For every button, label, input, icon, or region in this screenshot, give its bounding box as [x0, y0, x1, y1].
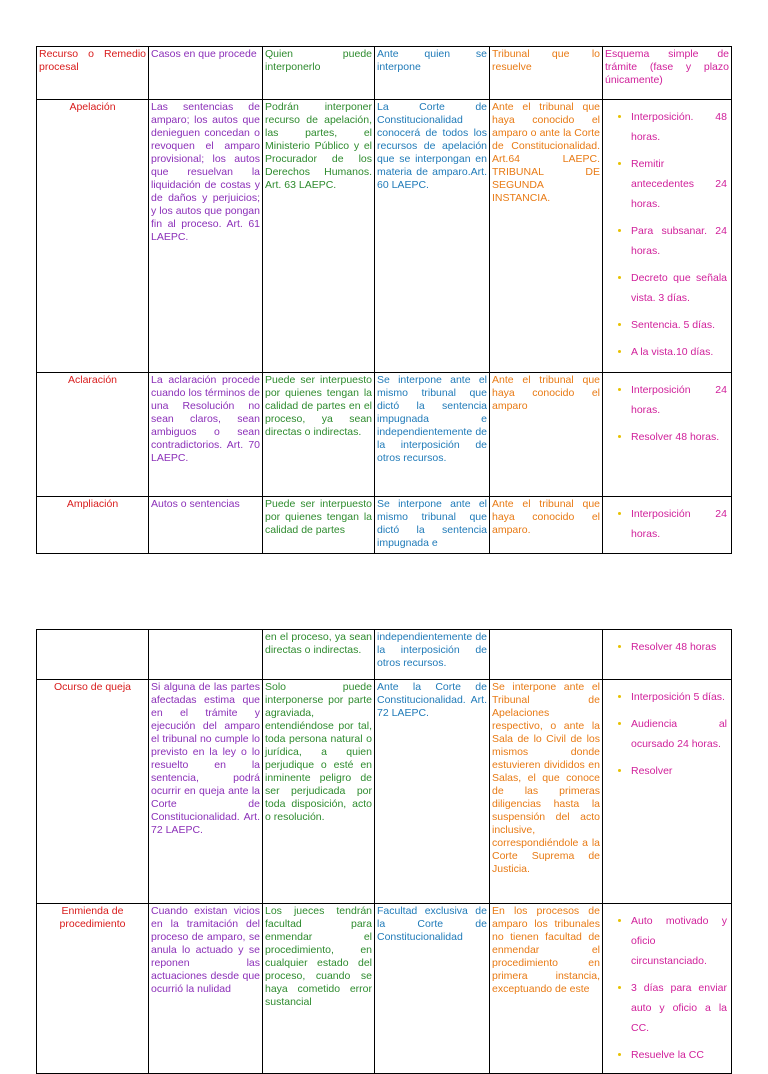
header-casos: Casos en que procede	[149, 47, 263, 100]
list-item: • Sentencia. 5 días.	[631, 315, 727, 335]
header-ante: Ante quien se interpone	[375, 47, 490, 100]
list-item: • Interposición 24 horas.	[631, 504, 727, 544]
ante-cell: Se interpone ante el mismo tribunal que dictó la sentencia impugnada e independientemente de la interposición de otros recursos.	[375, 373, 490, 497]
table-row	[37, 904, 732, 1074]
remedio-cell: Apelación	[37, 100, 149, 373]
tramite-list	[605, 504, 727, 544]
table-row	[37, 680, 732, 904]
quien-cell: Los jueces tendrán facultad para enmendar el procedimiento, en cualquier estado del proceso, cuando se haya cometido error sustancial	[263, 904, 375, 1074]
list-item: • Resolver 48 horas	[631, 637, 727, 657]
casos-cell: Autos o sentencias	[149, 497, 263, 554]
header-quien: Quien puede interponerlo	[263, 47, 375, 100]
ante-cell: independientemente de la interposición de otros recursos.	[375, 630, 490, 680]
tramite-cell	[603, 497, 732, 554]
remedies-table-page-2	[36, 629, 732, 1074]
tramite-list	[605, 380, 727, 447]
tramite-list	[605, 687, 727, 781]
remedio-cell: Ocurso de queja	[37, 680, 149, 904]
quien-cell: Puede ser interpuesto por quienes tengan la calidad de partes en el proceso, ya sean directas o indirectas.	[263, 373, 375, 497]
table-row	[37, 630, 732, 680]
tribunal-cell: Ante el tribunal que haya conocido el amparo.	[490, 497, 603, 554]
table-header-row	[37, 47, 732, 100]
casos-cell: Las sentencias de amparo; los autos que denieguen concedan o revoquen el amparo provisional; los autos que resuelvan la liquidación de costas y de daños y perjuicios; y los autos que pongan fin al proceso. Art. 61 LAEPC.	[149, 100, 263, 373]
list-item: • Interposición 24 horas.	[631, 380, 727, 420]
remedio-cell: Enmienda de procedimiento	[37, 904, 149, 1074]
tramite-cell	[603, 373, 732, 497]
remedio-cell: Ampliación	[37, 497, 149, 554]
list-item: • Para subsanar. 24 horas.	[631, 221, 727, 261]
tramite-cell	[603, 904, 732, 1074]
tramite-cell	[603, 630, 732, 680]
tramite-cell	[603, 100, 732, 373]
tribunal-cell: Se interpone ante el Tribunal de Apelaciones respectivo, o ante la Sala de lo Civil de los mismos donde estuvieren divididos en Salas, el que conoce de las primeras diligencias hasta la suspensión del acto inclusive, correspondiéndole a la Corte Suprema de Justicia.	[490, 680, 603, 904]
casos-cell: La aclaración procede cuando los términos de una Resolución no sean claros, sean ambiguos o sean contradictorios. Art. 70 LAEPC.	[149, 373, 263, 497]
casos-cell: Cuando existan vicios en la tramitación del proceso de amparo, se anula lo actuado y se reponen las actuaciones desde que ocurrió la nulidad	[149, 904, 263, 1074]
list-item: • Interposición. 48 horas.	[631, 107, 727, 147]
table-row	[37, 373, 732, 497]
table-row	[37, 100, 732, 373]
quien-cell: Solo puede interponerse por parte agraviada, entendiéndose por tal, toda persona natural o jurídica, a quien perjudique o esté en inminente peligro de ser perjudicada por toda disposición, acto o resolución.	[263, 680, 375, 904]
remedies-table-page-1	[36, 46, 732, 554]
quien-cell: en el proceso, ya sean directas o indirectas.	[263, 630, 375, 680]
list-item: • Auto motivado y oficio circunstanciado.	[631, 911, 727, 971]
tramite-list	[605, 637, 727, 657]
tribunal-cell: Ante el tribunal que haya conocido el amparo o ante la Corte de Constitucionalidad. Art.64 LAEPC. TRIBUNAL DE SEGUNDA INSTANCIA.	[490, 100, 603, 373]
list-item: • A la vista.10 días.	[631, 342, 727, 362]
tribunal-cell: En los procesos de amparo los tribunales no tienen facultad de enmendar el procedimiento en primera instancia, exceptuando de este	[490, 904, 603, 1074]
list-item: • Audiencia al ocursado 24 horas.	[631, 714, 727, 754]
ante-cell: Se interpone ante el mismo tribunal que dictó la sentencia impugnada e	[375, 497, 490, 554]
list-item: • 3 días para enviar auto y oficio a la CC.	[631, 978, 727, 1038]
list-item: • Decreto que señala vista. 3 días.	[631, 268, 727, 308]
list-item: • Resolver 48 horas.	[631, 427, 727, 447]
tribunal-cell: Ante el tribunal que haya conocido el amparo	[490, 373, 603, 497]
quien-cell: Podrán interponer recurso de apelación, las partes, el Ministerio Público y el Procurador de los Derechos Humanos. Art. 63 LAEPC.	[263, 100, 375, 373]
quien-cell: Puede ser interpuesto por quienes tengan la calidad de partes	[263, 497, 375, 554]
ante-cell: La Corte de Constitucionalidad conocerá de todos los recursos de apelación que se interpongan en materia de amparo.Art. 60 LAEPC.	[375, 100, 490, 373]
list-item: • Resuelve la CC	[631, 1045, 727, 1065]
ante-cell: Facultad exclusiva de la Corte de Constitucionalidad	[375, 904, 490, 1074]
header-tribunal: Tribunal que lo resuelve	[490, 47, 603, 100]
header-tramite: Esquema simple de trámite (fase y plazo únicamente)	[603, 47, 732, 100]
casos-cell: Si alguna de las partes afectadas estima que en el trámite y ejecución del amparo el tribunal no cumple lo previsto en la ley o lo resuelto en la sentencia, podrá ocurrir en queja ante la Corte de Constitucionalidad. Art. 72 LAEPC.	[149, 680, 263, 904]
table-row	[37, 497, 732, 554]
header-remedio: Recurso o Remedio procesal	[37, 47, 149, 100]
tramite-list	[605, 107, 727, 362]
remedio-cell	[37, 630, 149, 680]
tramite-cell	[603, 680, 732, 904]
tribunal-cell	[490, 630, 603, 680]
list-item: • Resolver	[631, 761, 727, 781]
ante-cell: Ante la Corte de Constitucionalidad. Art. 72 LAEPC.	[375, 680, 490, 904]
casos-cell	[149, 630, 263, 680]
list-item: • Interposición 5 días.	[631, 687, 727, 707]
tramite-list	[605, 911, 727, 1065]
remedio-cell: Aclaración	[37, 373, 149, 497]
list-item: • Remitir antecedentes 24 horas.	[631, 154, 727, 214]
